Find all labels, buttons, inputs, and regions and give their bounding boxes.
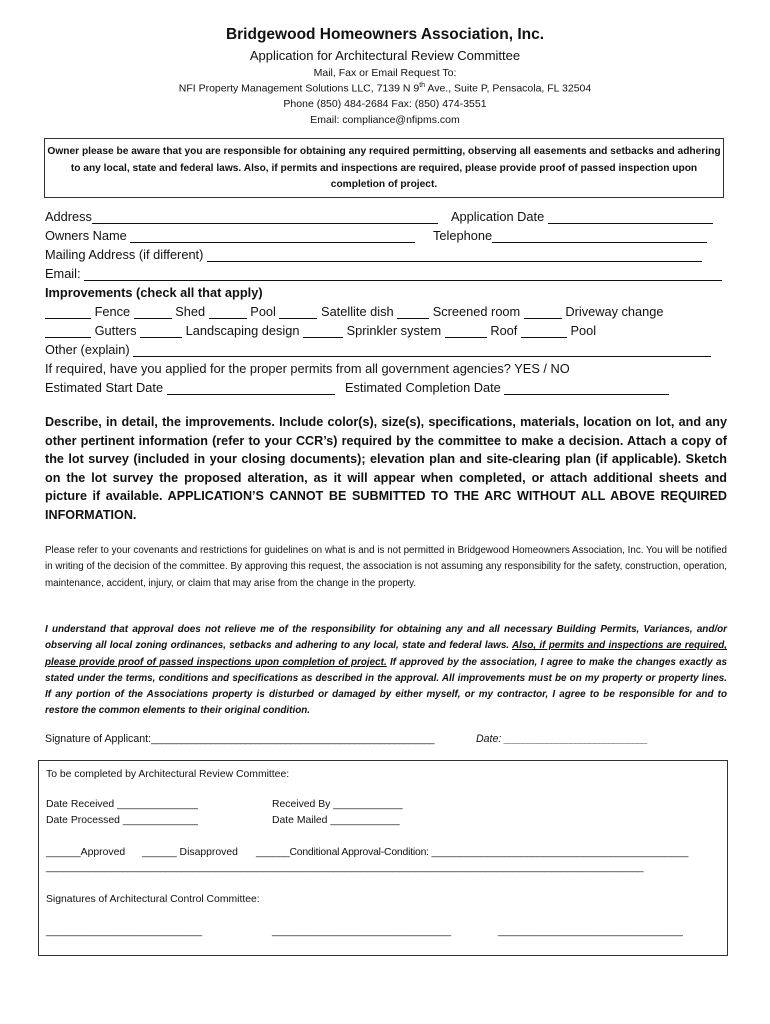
applicant-date-field[interactable]: Date: ______________________________ <box>476 733 648 745</box>
contact-email: Email: compliance@nfipms.com <box>310 114 460 126</box>
owners-name-field[interactable]: Owners Name <box>45 228 415 243</box>
understanding-statement: I understand that approval does not relieve me of the responsibility for obtaining any and all necessary Building Permits, Variances, and/or observing all local zoning ordinances, setbacks and adhering to any local, state and federal laws. Also, if permits and inspections are required, please provide proof of passed inspections upon completion of project. If approved by the association, I agree to make the changes exactly as stated under the terms, conditions and specifications as described in the approval. All improvements must be on my property or property lines. If any portion of the Associations property is disturbed or damaged by either myself, or my contractor, I agree to be responsible for and to restore the common elements to their original condition. <box>45 624 727 717</box>
date-processed-field[interactable]: Date Processed _____________ <box>46 815 198 826</box>
address-field[interactable]: Address <box>45 209 438 224</box>
estimated-start-date-field[interactable]: Estimated Start Date <box>45 380 335 395</box>
estimated-completion-date-field[interactable]: Estimated Completion Date <box>345 380 669 395</box>
management-address: NFI Property Management Solutions LLC, 7139 N 9th Ave., Suite P, Pensacola, FL 32504 <box>178 82 592 95</box>
committee-signature-3[interactable]: ________________________________ <box>498 926 683 937</box>
committee-signature-1[interactable]: ___________________________ <box>46 926 203 937</box>
arc-committee-box <box>38 760 728 956</box>
mail-instructions: Mail, Fax or Email Request To: <box>313 67 457 79</box>
application-date-field[interactable]: Application Date <box>451 209 713 224</box>
covenants-notice: Please refer to your covenants and restrictions for guidelines on what is and is not permitted in Bridgewood Homeowners Association, Inc. You will be notified in writing of the decision of the committee. By approving this request, the association is not assuming any responsibility for the safety, construction, operation, maintenance, accident, injury, or claim that may arise from the change in the property. <box>45 545 727 589</box>
signatures-heading: Signatures of Architectural Control Committee: <box>46 894 260 905</box>
date-mailed-field[interactable]: Date Mailed ____________ <box>272 815 400 826</box>
condition-continuation-line[interactable]: ______________________________________________________________________________________________________________ <box>46 862 644 873</box>
describe-instructions: Describe, in detail, the improvements. Include color(s), size(s), specifications, materials, location on lot, and any other pertinent information (refer to your CCR’s) required by the committee to make a decision. Attach a copy of the lot survey (included in your closing documents); elevation plan and site-clearing plan (if applicable). Sketch on the lot survey the proposed alteration, as it will appear when completed, or attach additional sheets and picture if available. APPLICATION’S CANNOT BE SUBMITTED TO THE ARC WITHOUT ALL ABOVE REQUIRED INFORMATION. <box>45 415 727 522</box>
applicant-signature-field[interactable]: Signature of Applicant:_________________________________________________________ <box>45 733 434 745</box>
other-explain-field[interactable]: Other (explain) <box>45 342 711 357</box>
improvements-row-2[interactable]: Gutters Landscaping design Sprinkler system Roof Pool <box>45 323 596 338</box>
approved-option[interactable]: ______Approved <box>46 847 126 858</box>
date-received-field[interactable]: Date Received ______________ <box>46 799 198 810</box>
received-by-field[interactable]: Received By ____________ <box>272 799 403 810</box>
arc-heading: To be completed by Architectural Review Committee: <box>46 769 290 780</box>
permits-question[interactable]: If required, have you applied for the proper permits from all government agencies? YES / NO <box>45 361 570 376</box>
document-subtitle: Application for Architectural Review Committee <box>249 48 521 63</box>
committee-signature-2[interactable]: _______________________________ <box>272 926 452 937</box>
phone-fax: Phone (850) 484-2684 Fax: (850) 474-3551 <box>283 98 487 110</box>
telephone-field[interactable]: Telephone <box>433 228 707 243</box>
disapproved-option[interactable]: ______ Disapproved <box>142 847 238 858</box>
improvements-row-1[interactable]: Fence Shed Pool Satellite dish Screened room Driveway change <box>45 304 664 319</box>
improvements-heading: Improvements (check all that apply) <box>45 285 263 300</box>
document-title: Bridgewood Homeowners Association, Inc. <box>225 26 545 43</box>
email-field[interactable]: Email: <box>45 266 722 281</box>
mailing-address-field[interactable]: Mailing Address (if different) <box>45 247 702 262</box>
owner-notice-box: Owner please be aware that you are responsible for obtaining any required permitting, observing all easements and setbacks and adhering to any local, state and federal laws. Also, if permits and inspections are required, please provide proof of passed inspection upon completion of project. <box>44 138 724 198</box>
conditional-approval-field[interactable]: ______Conditional Approval-Condition: ______________________________________________ <box>256 847 689 858</box>
